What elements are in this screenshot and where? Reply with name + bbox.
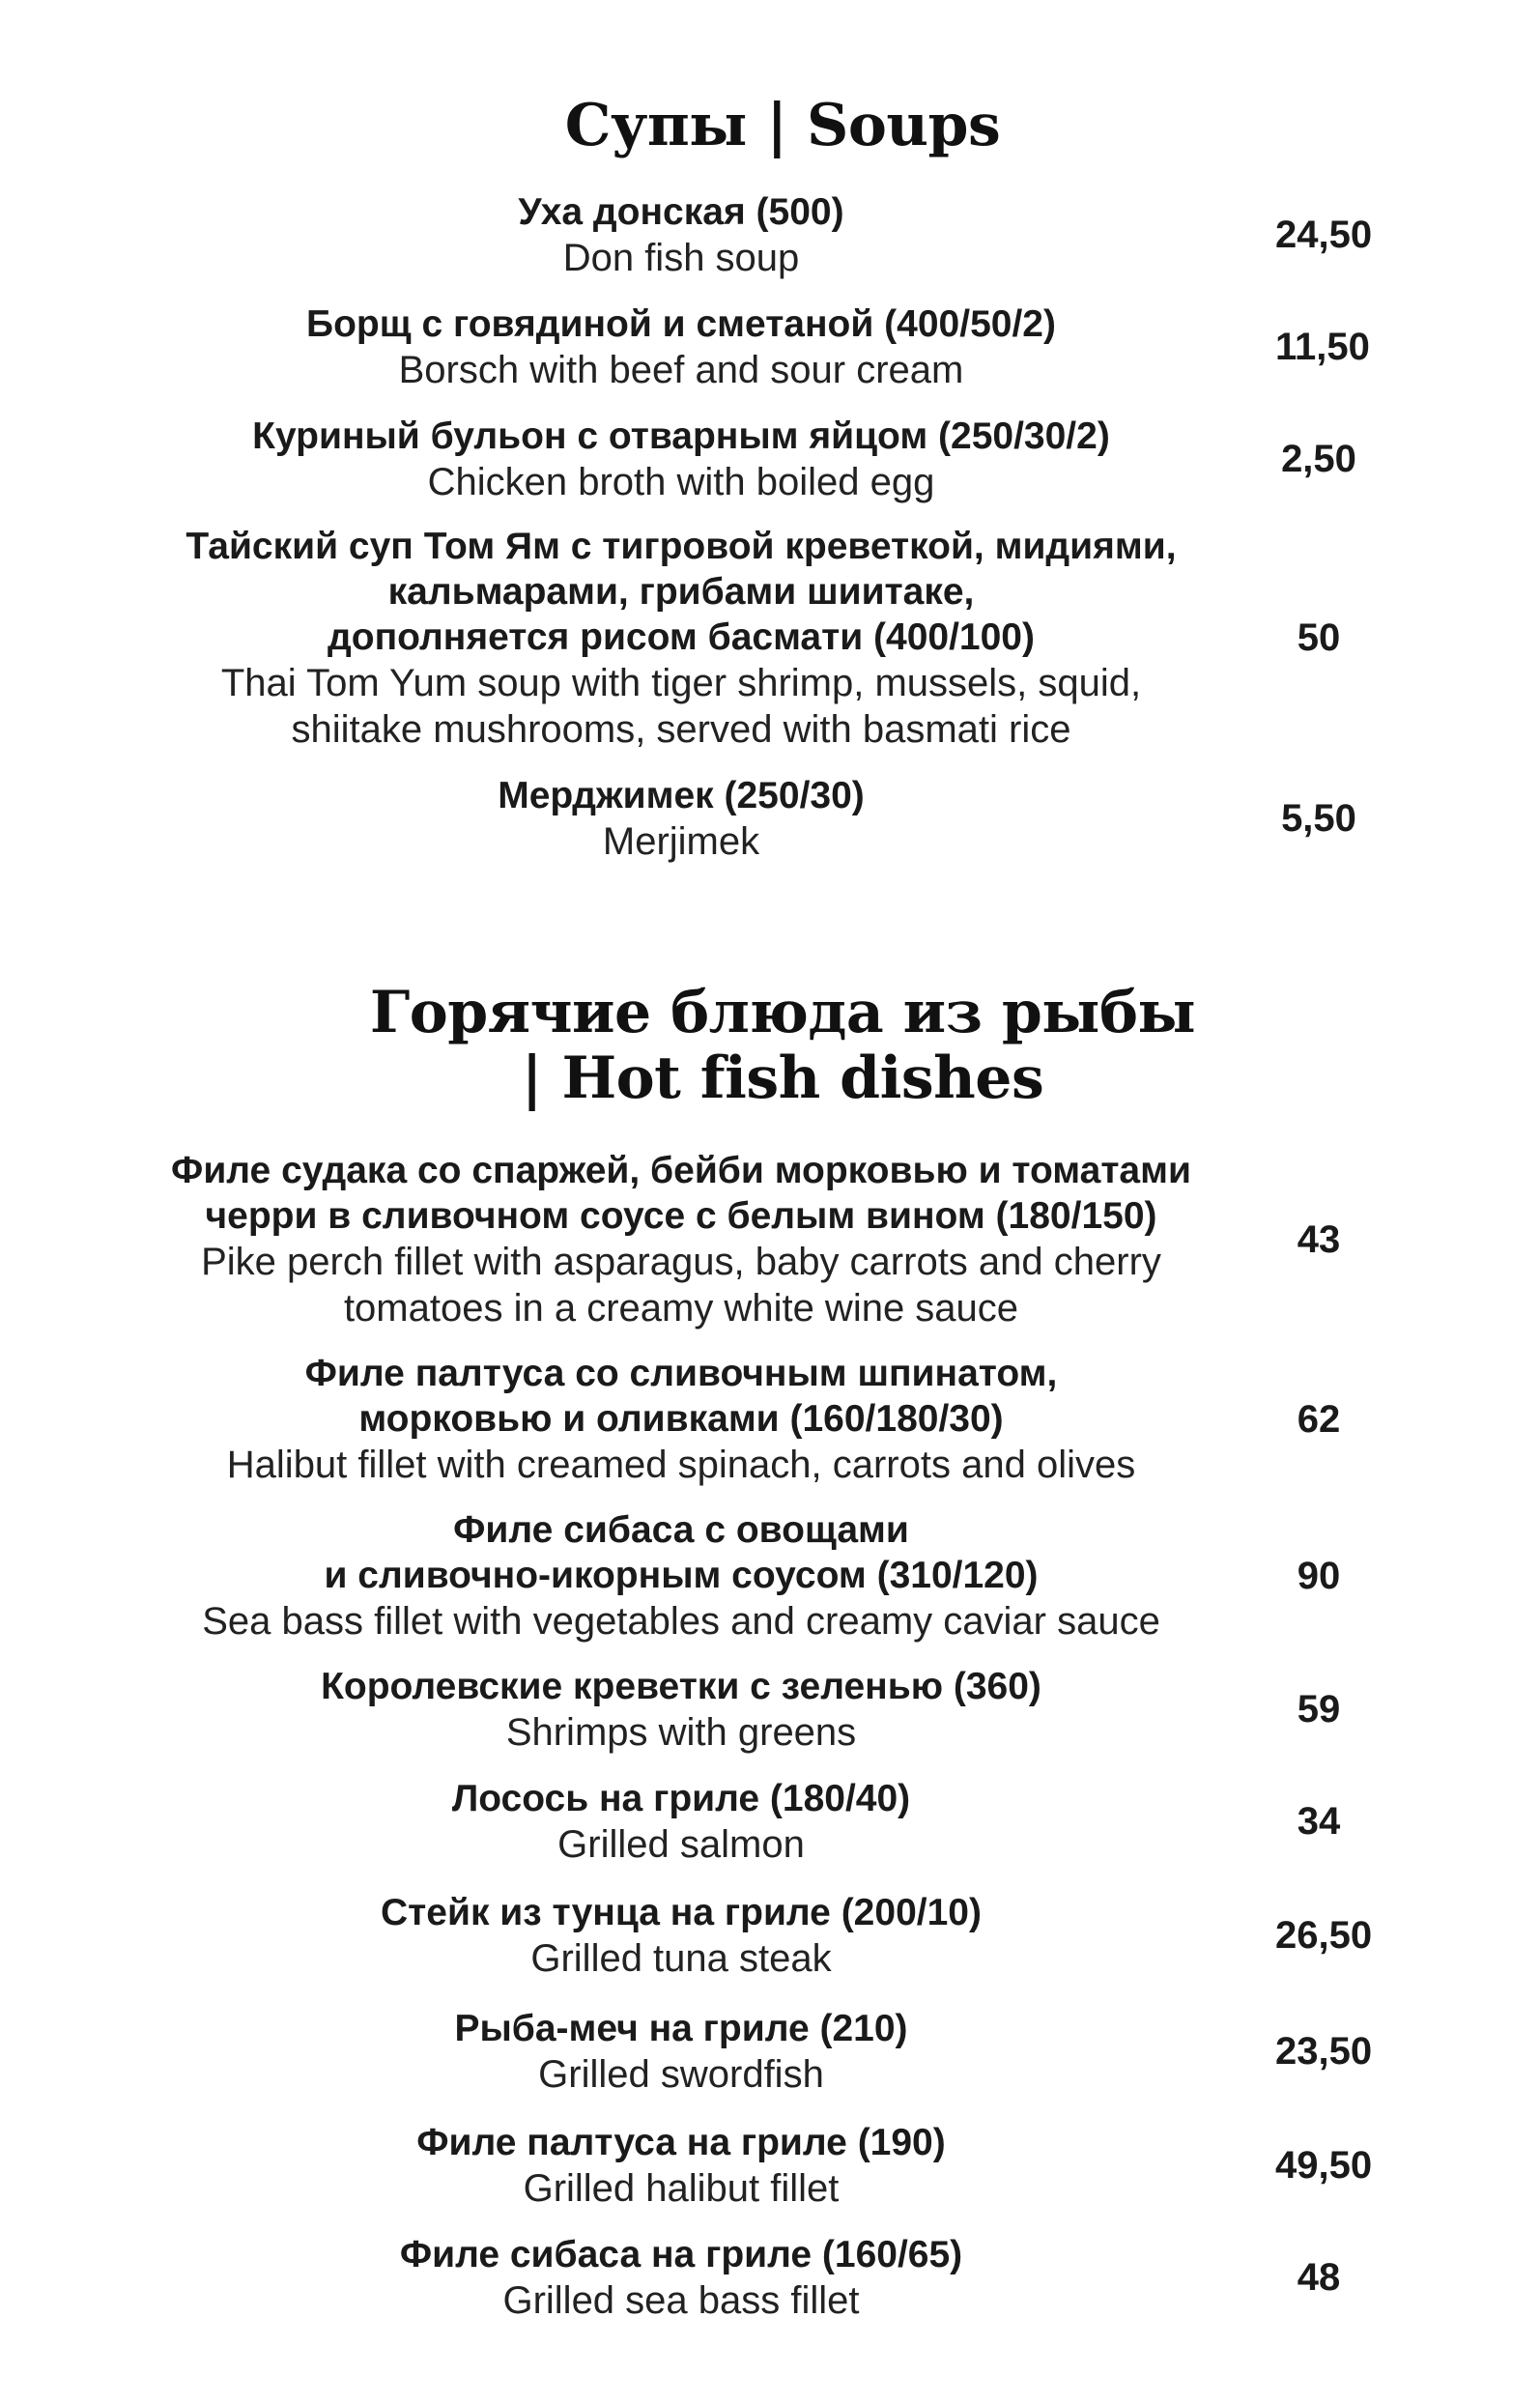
item-name-ru — [106, 1776, 1256, 1821]
menu-item — [106, 1664, 1362, 1756]
section-title-hot-fish — [348, 980, 1217, 1111]
item-name-en — [106, 1821, 1256, 1868]
item-name-en — [106, 459, 1256, 505]
item-name-ru — [106, 2232, 1256, 2277]
menu-item — [106, 524, 1362, 753]
item-price: 59 — [1297, 1688, 1341, 1731]
item-description — [106, 1148, 1256, 1331]
item-name-ru-line: Филе судака со спаржей, бейби морковью и томатами — [171, 1150, 1191, 1191]
menu-item — [106, 2232, 1362, 2324]
menu-item — [106, 189, 1373, 281]
section-title-line: | Hot fish dishes — [521, 1044, 1044, 1112]
item-price: 48 — [1297, 2256, 1341, 2299]
item-price: 50 — [1297, 616, 1341, 659]
item-name-en-line: Thai Tom Yum soup with tiger shrimp, mussels, squid, — [220, 662, 1142, 704]
item-name-en — [106, 2051, 1256, 2098]
item-description — [106, 1776, 1256, 1868]
item-name-en-line: Sea bass fillet with vegetables and creamy caviar sauce — [202, 1600, 1160, 1643]
item-price: 43 — [1297, 1217, 1341, 1261]
item-name-ru-line: Тайский суп Том Ям с тигровой креветкой, мидиями, — [185, 526, 1177, 567]
item-description — [106, 1507, 1256, 1645]
item-name-en — [106, 1709, 1256, 1756]
item-name-en — [106, 347, 1256, 393]
section-title-line: Супы | Soups — [564, 92, 1001, 159]
menu-item — [106, 2120, 1373, 2212]
item-name-en — [106, 1442, 1256, 1488]
item-name-en-line: shiitake mushrooms, served with basmati rice — [291, 708, 1071, 751]
item-name-en-line: Grilled tuna steak — [530, 1937, 832, 1980]
menu-item — [106, 1507, 1362, 1645]
item-name-en — [106, 660, 1256, 753]
item-name-en-line: Grilled salmon — [557, 1823, 805, 1866]
item-price: 26,50 — [1275, 1914, 1373, 1957]
item-name-en — [106, 1935, 1256, 1982]
item-description — [106, 2232, 1256, 2324]
item-description — [106, 524, 1256, 753]
item-name-en-line: Halibut fillet with creamed spinach, carrots and olives — [226, 1444, 1136, 1486]
item-name-en-line: Chicken broth with boiled egg — [427, 461, 935, 503]
item-description — [106, 2006, 1256, 2098]
menu-item — [106, 773, 1362, 865]
item-description — [106, 2120, 1256, 2212]
item-name-ru — [106, 2120, 1256, 2165]
menu-item — [106, 1776, 1362, 1868]
item-name-en-line: Borsch with beef and sour cream — [398, 349, 964, 391]
item-name-ru-line: Рыба-меч на гриле (210) — [454, 2008, 908, 2049]
menu-item — [106, 1148, 1362, 1331]
item-price: 11,50 — [1275, 326, 1370, 368]
item-price: 90 — [1297, 1554, 1341, 1597]
item-name-ru-line: и сливочно-икорным соусом (310/120) — [324, 1555, 1039, 1596]
item-name-ru-line: Королевские креветки с зеленью (360) — [321, 1666, 1041, 1707]
item-name-ru-line: Борщ с говядиной и сметаной (400/50/2) — [306, 303, 1056, 345]
item-name-ru-line: Филе палтуса со сливочным шпинатом, — [304, 1353, 1058, 1394]
item-name-ru-line: Филе сибаса на гриле (160/65) — [399, 2234, 963, 2275]
item-name-en-line: Don fish soup — [562, 237, 800, 279]
item-name-ru — [106, 1664, 1256, 1709]
item-name-ru — [106, 773, 1256, 818]
item-name-ru-line: черри в сливочном соусе с белым вином (180/150) — [205, 1195, 1157, 1237]
item-name-ru-line: дополняется рисом басмати (400/100) — [328, 616, 1035, 658]
item-description — [106, 773, 1256, 865]
section-title-soups — [348, 93, 1217, 158]
item-name-ru — [106, 1507, 1256, 1598]
item-price: 34 — [1297, 1800, 1341, 1843]
menu-item — [106, 1890, 1373, 1982]
item-price: 23,50 — [1275, 2030, 1373, 2073]
item-price: 49,50 — [1275, 2144, 1373, 2187]
item-price: 5,50 — [1281, 797, 1356, 840]
item-name-en — [106, 818, 1256, 865]
item-name-en — [106, 2165, 1256, 2212]
item-name-ru-line: морковью и оливками (160/180/30) — [358, 1398, 1004, 1440]
item-description — [106, 1890, 1256, 1982]
menu-item — [106, 301, 1370, 393]
item-name-ru-line: Филе сибаса с овощами — [453, 1509, 909, 1551]
item-name-en-line: Grilled swordfish — [538, 2053, 824, 2096]
item-name-ru-line: Куриный бульон с отварным яйцом (250/30/2) — [252, 415, 1110, 457]
item-price: 2,50 — [1281, 438, 1356, 480]
item-name-ru — [106, 301, 1256, 347]
menu-item — [106, 1351, 1362, 1488]
item-name-en — [106, 1239, 1256, 1331]
section-title-line: Горячие блюда из рыбы — [369, 979, 1196, 1046]
item-description — [106, 301, 1256, 393]
item-name-en-line: Shrimps with greens — [505, 1711, 857, 1754]
item-name-ru-line: Мерджимек (250/30) — [498, 775, 865, 816]
item-name-en-line: Grilled sea bass fillet — [502, 2279, 860, 2322]
item-description — [106, 1664, 1256, 1756]
item-name-en — [106, 1598, 1256, 1645]
item-name-en-line: Pike perch fillet with asparagus, baby carrots and cherry — [201, 1241, 1161, 1283]
item-price: 62 — [1297, 1397, 1341, 1441]
menu-item — [106, 2006, 1373, 2098]
item-name-ru-line: Филе палтуса на гриле (190) — [416, 2122, 946, 2163]
item-name-ru — [106, 1148, 1256, 1239]
item-name-ru — [106, 2006, 1256, 2051]
item-description — [106, 1351, 1256, 1488]
item-name-en — [106, 235, 1256, 281]
item-name-en-line: Merjimek — [602, 820, 760, 863]
item-name-ru — [106, 524, 1256, 660]
item-name-ru-line: Стейк из тунца на гриле (200/10) — [381, 1892, 982, 1933]
item-name-en-line: tomatoes in a creamy white wine sauce — [343, 1287, 1019, 1330]
menu-item — [106, 414, 1362, 505]
item-name-ru-line: Уха донская (500) — [518, 191, 844, 233]
item-name-ru — [106, 1351, 1256, 1442]
item-name-ru-line: кальмарами, грибами шиитаке, — [387, 571, 975, 613]
item-price: 24,50 — [1275, 214, 1373, 256]
item-name-en — [106, 2277, 1256, 2324]
item-name-ru — [106, 414, 1256, 459]
item-name-ru — [106, 189, 1256, 235]
item-description — [106, 189, 1256, 281]
item-description — [106, 414, 1256, 505]
item-name-ru — [106, 1890, 1256, 1935]
item-name-en-line: Grilled halibut fillet — [523, 2167, 840, 2210]
item-name-ru-line: Лосось на гриле (180/40) — [451, 1778, 911, 1819]
